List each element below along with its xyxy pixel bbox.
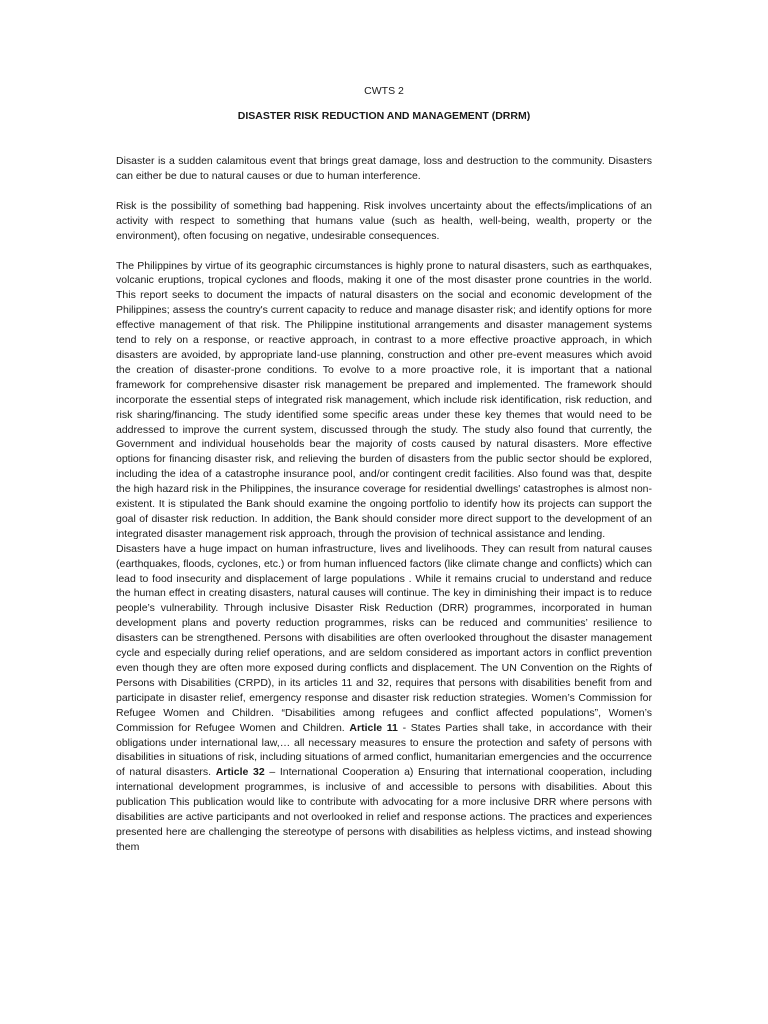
paragraph-text-part: Disasters have a huge impact on human infrastructure, lives and livelihoods. They can result from natural causes (earthquakes, floods, cyclones, etc.) or from human influenced factors (like climate change and conflicts) which can lead to food insecurity and displacement of large populations . While it remains crucial to understand and reduce the human effect in creating disasters, natural causes will continue. The key in diminishing their impact is to reduce people’s vulnerability. Through inclusive Disaster Risk Reduction (DRR) programmes, incorporated in human development plans and poverty reduction programmes, risks can be reduced and communities’ resilience to disasters can be strengthened. Persons with disabilities are often overlooked throughout the disaster management cycle and especially during relief operations, and are seldom considered as important actors in conflict prevention even though they are often more exposed during conflicts and displacement. The UN Convention on the Rights of Persons with Disabilities (CRPD), in its articles 11 and 32, requires that persons with disabilities benefit from and participate in disaster relief, emergency response and disaster risk reduction strategies. Women’s Commission for Refugee Women and Children. “Disabilities among refugees and conflict affected populations”, Women’s Commission for Refugee Women and Children.	[116, 542, 652, 734]
document-page	[116, 84, 652, 855]
paragraph-disasters-impact	[116, 542, 652, 855]
paragraph-text-part: – International Cooperation a) Ensuring that international cooperation, including international development programmes, is inclusive of and accessible to persons with disabilities. About this publication This publication would like to contribute with advocating for a more inclusive DRR where persons with disabilities are active participants and not overlooked in relief and response actions. The practices and experiences presented here are challenging the stereotype of persons with disabilities as helpless victims, and instead showing them	[116, 766, 652, 853]
paragraph-disaster-definition: Disaster is a sudden calamitous event that brings great damage, loss and destruction to the community. Disasters can either be due to natural causes or due to human interference.	[116, 155, 652, 182]
article-11-label: Article 11	[349, 721, 398, 734]
course-code: CWTS 2	[364, 85, 404, 97]
document-title: DISASTER RISK REDUCTION AND MANAGEMENT (DRRM)	[237, 110, 531, 122]
paragraph-risk-definition: Risk is the possibility of something bad happening. Risk involves uncertainty about the effects/implications of an activity with respect to something that humans value (such as health, well-being, wealth, property or the environment), often focusing on negative, undesirable consequences.	[116, 199, 652, 242]
article-32-label: Article 32	[215, 766, 265, 779]
paragraph-text-part: - States Parties shall take, in accordance with their obligations under international law,… all necessary measures to ensure the protection and safety of persons with disabilities in situations of risk, including situations of armed conflict, humanitarian emergencies and the occurrence of natural disasters.	[116, 721, 652, 779]
paragraph-philippines-report: The Philippines by virtue of its geographic circumstances is highly prone to natural disasters, such as earthquakes, volcanic eruptions, tropical cyclones and floods, making it one of the most disaster prone countries in the world. This report seeks to document the impacts of natural disasters on the social and economic development of the Philippines; assess the country's current capacity to reduce and manage disaster risk; and identify options for more effective management of that risk. The Philippine institutional arrangements and disaster management systems tend to rely on a response, or reactive approach, in contrast to a more effective proactive approach, in which disasters are avoided, by appropriate land-use planning, construction and other pre-event measures which avoid the creation of disaster-prone conditions. To evolve to a more proactive role, it is important that a national framework for comprehensive disaster risk management be prepared and implemented. The framework should incorporate the essential steps of integrated risk management, which include risk identification, risk reduction, and risk sharing/financing. The study identified some specific areas under these key themes that would need to be addressed to improve the current system, discussed through the study. The study also found that currently, the Government and individual households bear the majority of costs caused by natural disasters. More effective options for financing disaster risk, and relieving the burden of disasters from the public sector should be explored, including the idea of a catastrophe insurance pool, and/or contingent credit facilities. Also found was that, despite the high hazard risk in the Philippines, the insurance coverage for residential dwellings' catastrophes is almost non-existent. It is stipulated the Bank should examine the ongoing portfolio to identify how its projects can support the goal of disaster risk reduction. In addition, the Bank should consider more direct support to the development of an integrated disaster management risk approach, through the provision of technical assistance and lending.	[116, 259, 652, 540]
